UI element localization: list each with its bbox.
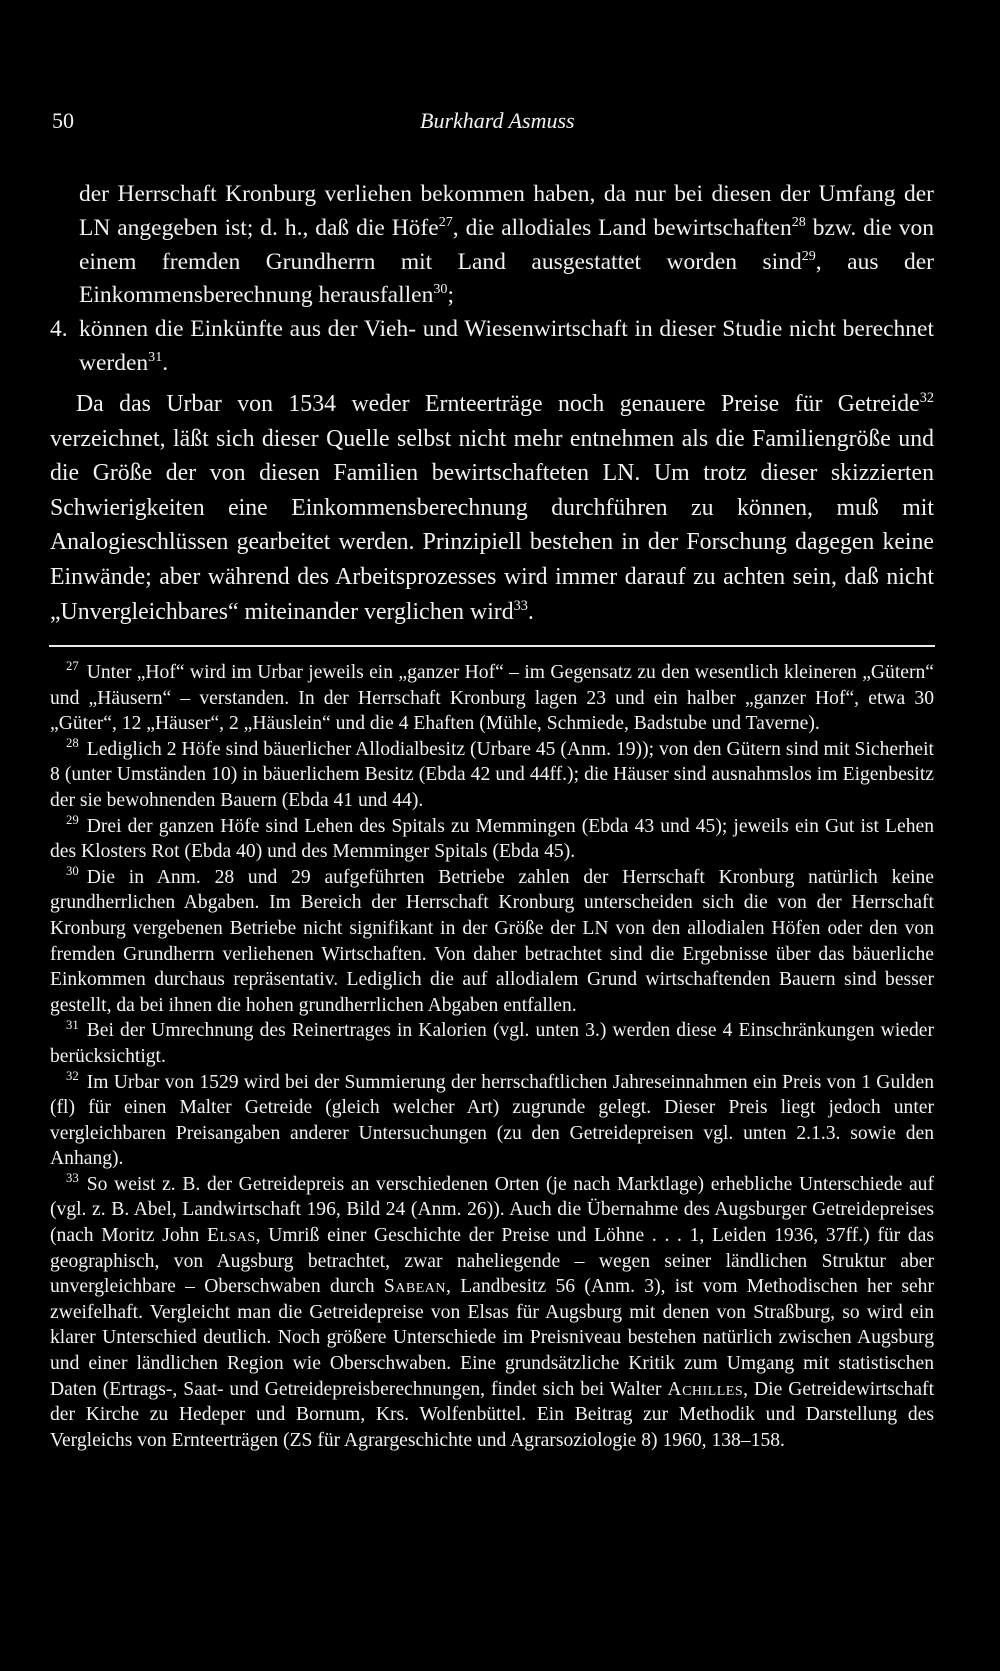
footnote-text: Die in Anm. 28 und 29 aufgeführten Betriebe zahlen der Herrschaft Kronburg natürlich keine grundherrlichen Abgaben. Im Bereich der Herrschaft Kronburg unterscheiden sich die von der Herrschaft Kronburg vergebenen Betriebe nicht signifikant in der Größe der LN von den allodialen Höfen oder den von fremden Grundherrn verliehenen Wirtschaften. Von daher betrachtet sind die Ergebnisse über das bäuerliche Einkommen durchaus repräsentativ. Lediglich die auf allodialem Grund wirtschaftenden Bauern sind besser gestellt, da bei ihnen die hohen grundherrlichen Abgaben entfallen. xyxy=(50,866,934,1016)
text-segment: verzeichnet, läßt sich dieser Quelle selbst nicht mehr entnehmen als die Familiengröße und die Größe der von diesen Familien bewirtschafteten LN. Um trotz dieser skizzierten Schwierigkeiten eine Einkommensberechnung durchführen zu können, muß mit Analogieschlüssen gearbeitet werden. Prinzipiell bestehen in der Forschung dagegen keine Einwände; aber während des Arbeitsprozesses wird immer darauf zu achten sein, daß nicht „Unvergleichbares“ miteinander verglichen wird xyxy=(50,425,934,625)
footnote-divider xyxy=(49,645,935,647)
footnote-33 xyxy=(50,1172,934,1454)
footnote-text: Unter „Hof“ wird im Urbar jeweils ein „ganzer Hof“ – im Gegensatz zu den wesentlich kleineren „Gütern“ und „Häusern“ – verstanden. In der Herrschaft Kronburg lagen 23 und ein halber „ganzer Hof“, etwa 30 „Güter“, 12 „Häuser“, 2 „Häuslein“ und die 4 Ehaften (Mühle, Schmiede, Badstube und Taverne). xyxy=(50,662,934,735)
body-paragraph xyxy=(50,387,934,629)
author-name: Elsas xyxy=(206,1225,256,1247)
text-segment: , die allodiales Land bewirtschaften xyxy=(452,214,792,241)
enumeration-block xyxy=(50,178,934,381)
text-segment: ; xyxy=(447,282,454,309)
footnote-text: So weist z. B. der Getreidepreis an verschiedenen Orten (je nach Marktlage) erhebliche Unterschiede auf (vgl. z. B. Abel, Landwirtschaft 196, Bild 24 (Anm. 26)). Auch die Übernahme des Augsburger Getreidepreises (nach Moritz John xyxy=(50,1173,934,1247)
footnote-29 xyxy=(50,814,934,865)
body-paragraph-block xyxy=(50,387,934,629)
text-segment: können die Einkünfte aus der Vieh- und Wiesenwirtschaft in dieser Studie nicht berechnet werden xyxy=(79,316,934,376)
list-item-4 xyxy=(50,313,934,381)
footnote-number: 33 xyxy=(66,1171,79,1186)
footnote-ref-30[interactable]: 30 xyxy=(433,281,448,298)
footnote-ref-33[interactable]: 33 xyxy=(513,597,528,614)
footnote-30 xyxy=(50,865,934,1019)
text-segment: der Herrschaft Kronburg verliehen bekommen haben, da nur bei diesen der Umfang der LN angegeben ist; d. h., daß die Höfe xyxy=(79,181,934,241)
footnotes xyxy=(50,660,934,1453)
footnote-27 xyxy=(50,660,934,737)
footnote-28 xyxy=(50,737,934,814)
footnote-text: Im Urbar von 1529 wird bei der Summierung der herrschaftlichen Jahreseinnahmen ein Preis von 1 Gulden (fl) für einen Malter Getreide (gleich welcher Art) zugrunde gelegt. Dieser Preis liegt jedoch unter vergleichbaren Preisangaben anderer Untersuchungen (zu den Getreidepreisen vgl. unten 2.1.3. sowie den Anhang). xyxy=(50,1071,934,1170)
footnote-ref-27[interactable]: 27 xyxy=(438,213,453,230)
footnote-text: Lediglich 2 Höfe sind bäuerlicher Allodialbesitz (Urbare 45 (Anm. 19)); von den Gütern sind mit Sicherheit 8 (unter Umständen 10) in bäuerlichem Besitz (Ebda 42 und 44ff.); die Häuser sind ausnahmslos im Eigenbesitz der sie bewohnenden Bauern (Ebda 41 und 44). xyxy=(50,738,934,811)
page-number: 50 xyxy=(52,108,74,133)
text-segment: Da das Urbar von 1534 weder Ernteerträge noch genauere Preise für Getreide xyxy=(76,391,920,417)
text-segment: . xyxy=(527,598,534,625)
list-number: 4. xyxy=(50,316,68,343)
footnote-31 xyxy=(50,1018,934,1069)
footnote-number: 31 xyxy=(66,1017,79,1032)
footnote-number: 30 xyxy=(66,864,79,879)
footnote-number: 27 xyxy=(66,659,79,674)
list-item-3-continuation xyxy=(50,178,934,313)
text-segment: , aus der Einkommensberechnung herausfallen xyxy=(79,248,934,309)
footnote-text: Drei der ganzen Höfe sind Lehen des Spitals zu Memmingen (Ebda 43 und 45); jeweils ein Gut ist Lehen des Klosters Rot (Ebda 40) und des Memminger Spitals (Ebda 45). xyxy=(50,815,934,863)
footnote-32 xyxy=(50,1070,934,1172)
footnote-ref-31[interactable]: 31 xyxy=(148,349,163,366)
footnote-text: , Landbesitz 56 (Anm. 3), ist vom Methodischen her sehr zweifelhaft. Vergleicht man die Getreidepreise von Elsas für Augsburg mit denen von Straßburg, so wird ein klarer Unterschied deutlich. Noch größere Unterschiede im Preisniveau bestehen natürlich zwischen Augsburg und einer ländlichen Region wie Oberschwaben. Eine grundsätzliche Kritik zum Umgang mit statistischen Daten (Ertrags-, Saat- und Getreidepreisberechnungen, findet sich bei Walter xyxy=(50,1276,935,1400)
author-name: Sabean xyxy=(383,1276,447,1298)
footnote-ref-28[interactable]: 28 xyxy=(791,213,806,230)
footnote-text: , Die Getreidewirtschaft der Kirche zu Hedeper und Bornum, Krs. Wolfenbüttel. Ein Beitrag zur Methodik und Darstellung des Vergleichs von Ernteerträgen (ZS für Agrargeschichte und Agrarsoziologie 8) 1960, 138–158. xyxy=(50,1378,935,1451)
footnote-ref-29[interactable]: 29 xyxy=(801,247,816,264)
footnote-number: 29 xyxy=(66,813,79,828)
text-segment: . xyxy=(162,349,169,376)
page-header xyxy=(52,108,932,138)
footnote-ref-32[interactable]: 32 xyxy=(919,390,934,407)
footnote-number: 32 xyxy=(66,1068,79,1083)
running-head: Burkhard Asmuss xyxy=(420,108,575,133)
text-segment: bzw. die von einem fremden Grundherrn mit Land ausgestattet worden sind xyxy=(79,214,935,275)
footnote-text: Bei der Umrechnung des Reinertrages in Kalorien (vgl. unten 3.) werden diese 4 Einschränkungen wieder berücksichtigt. xyxy=(50,1020,934,1067)
footnote-text: , Umriß einer Geschichte der Preise und Löhne . . . 1, Leiden 1936, 37ff.) für das geographisch, von Augsburg betrachtet, zwar naheliegende – wegen seiner ländlichen Struktur aber unvergleichbare – Oberschwaben durch xyxy=(50,1225,934,1298)
footnote-number: 28 xyxy=(66,736,79,751)
author-name: Achilles xyxy=(667,1378,744,1400)
